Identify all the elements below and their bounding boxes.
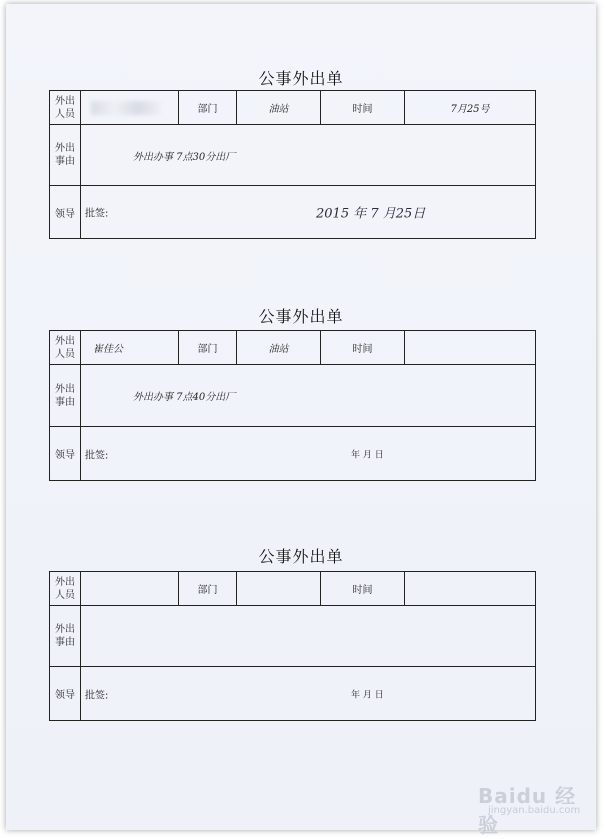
form-title: 公事外出单 [258,69,344,88]
scanned-document [6,4,596,837]
dept-label: 部门 [179,91,237,125]
form-table [49,571,536,721]
time-label: 时间 [321,91,405,125]
time-value: 7月25号 [405,91,536,125]
approve-date: 年 月 日 [351,690,384,700]
dept-value: 油站 [237,331,321,365]
leader-label: 领导 [50,427,81,481]
reason-label: 外出 事由 [50,606,81,667]
reason-value: 外出办事 7点40分出厂 [81,365,536,427]
form-table [49,330,536,481]
dept-value [237,572,321,606]
person-label: 外出 人员 [50,331,81,365]
dept-label: 部门 [179,331,237,365]
person-value: 崔佳公 [81,331,179,365]
form-title: 公事外出单 [258,547,344,566]
form-table [49,90,536,239]
time-value [405,331,536,365]
approve-label: 批签: [85,450,109,461]
person-value [81,91,179,125]
leader-label: 领导 [50,667,81,721]
person-label: 外出 人员 [50,572,81,606]
reason-label: 外出 事由 [50,365,81,427]
approval-cell [81,186,536,239]
approve-label: 批签: [85,690,109,701]
leader-label: 领导 [50,186,81,239]
redacted-name [91,101,161,115]
reason-value [81,606,536,667]
approve-label: 批签: [85,208,109,220]
approval-cell [81,667,536,721]
watermark-logo: Baidu 经验 [478,784,577,837]
approval-cell [81,427,536,481]
time-label: 时间 [321,331,405,365]
dept-label: 部门 [179,572,237,606]
dept-value: 油站 [237,91,321,125]
person-label: 外出 人员 [50,91,81,125]
reason-label: 外出 事由 [50,125,81,186]
reason-value: 外出办事 7点30分出厂 [81,125,536,186]
time-value [405,572,536,606]
time-label: 时间 [321,572,405,606]
person-value [81,572,179,606]
approve-date: 年 月 日 [351,450,384,460]
form-title: 公事外出单 [258,307,344,326]
approve-date: 2015 年 7 月25日 [316,206,426,222]
watermark-url: jingyan.baidu.com [488,805,581,816]
